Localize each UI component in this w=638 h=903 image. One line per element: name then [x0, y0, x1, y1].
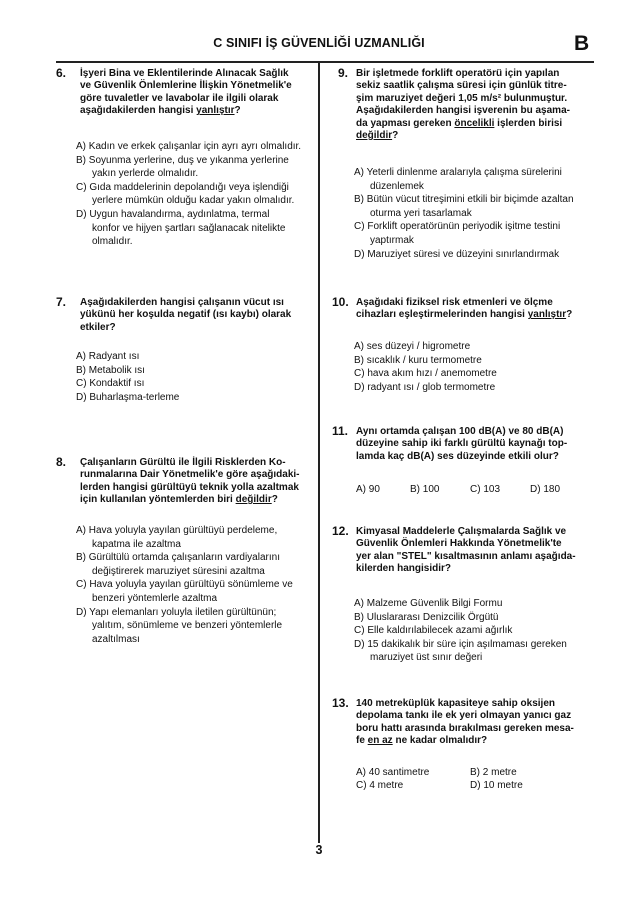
option-b[interactable]: B) 100 [410, 484, 440, 495]
emphasis-underline: yanlıştır [196, 105, 235, 117]
question-number: 9. [338, 66, 349, 80]
option-d[interactable]: D) Maruziyet süresi ve düzeyini sınırlandırmak [354, 248, 560, 260]
option-c[interactable]: C) Hava yoluyla yayılan gürültüyü sönümleme ve [76, 579, 293, 591]
question-stem: Çalışanların Gürültü ile İlgili Risklerden Ko- runmalarına Dair Yönetmelik'e göre aşağıdaki- lerden hangisi gürültüyü teknik yolla azaltmak için kullanılan yöntemlerden biri değildir? [80, 457, 300, 506]
option-b-cont: yakın yerlerde olmalıdır. [92, 168, 199, 180]
option-c-cont: yerlere mümkün olduğu kadar yakın olmalıdır. [92, 195, 295, 207]
option-b-cont: oturma yeri tasarlamak [370, 207, 472, 219]
answer-options [354, 340, 497, 394]
option-c[interactable]: C) hava akım hızı / anemometre [354, 368, 497, 380]
question-8 [56, 457, 316, 657]
question-number: 6. [56, 66, 67, 80]
question-number: 13. [332, 696, 349, 710]
option-a-cont: kapatma ile azaltma [92, 538, 181, 550]
option-a[interactable]: A) Yeterli dinlenme aralarıyla çalışma sürelerini [354, 167, 562, 178]
option-d[interactable]: D) Buharlaşma-terleme [76, 391, 180, 403]
answer-options [76, 140, 301, 249]
exam-title: C SINIFI İŞ GÜVENLİĞİ UZMANLIĞI [213, 36, 425, 50]
option-d-cont: olmalıdır. [92, 236, 133, 248]
page-number: 3 [315, 843, 323, 857]
question-number: 11. [332, 424, 349, 438]
option-b-cont: değiştirerek maruziyet süresini azaltma [92, 565, 265, 577]
question-stem: Aşağıdakilerden hangisi çalışanın vücut ısı yükünü her koşulda negatif (ısı kaybı) olarak etkiler? [80, 297, 292, 333]
option-b[interactable]: B) 2 metre [470, 767, 517, 778]
option-c[interactable]: C) 103 [470, 484, 501, 495]
question-number: 12. [332, 524, 349, 538]
option-d-cont: konfor ve hijyen şartları sağlanacak nitelikte [92, 222, 286, 234]
page-header [0, 32, 638, 55]
option-d-cont: yalıtım, sönümleme ve benzeri yöntemlerle [92, 620, 283, 632]
question-11 [332, 426, 596, 501]
option-d-cont: maruziyet üst sınır değeri [370, 652, 483, 664]
answer-options [76, 350, 179, 404]
option-a[interactable]: A) Radyant ısı [76, 351, 140, 362]
option-a[interactable]: A) ses düzeyi / higrometre [354, 341, 471, 352]
option-d[interactable]: D) 180 [530, 484, 561, 495]
question-10 [332, 297, 596, 397]
question-number: 8. [56, 455, 67, 469]
booklet-letter: B [574, 32, 590, 55]
answer-options [354, 597, 567, 665]
option-d-cont: azaltılması [92, 633, 140, 645]
emphasis-underline: yanlıştır [527, 309, 567, 321]
question-stem: Bir işletmede forklift operatörü için yapılan sekiz saatlik çalışma süresi için günlük titre- şim maruziyet değeri 1,05 m/s² bulunmuştur. Aşağıdakilerden hangisi işverenin bu aşama- da yapması gereken öncelikli işlerden birisi değildir? [356, 68, 570, 142]
emphasis-underline: öncelikli [454, 117, 495, 129]
option-a[interactable]: A) Kadın ve erkek çalışanlar için ayrı ayrı olmalıdır. [76, 141, 302, 152]
answer-options [354, 166, 574, 261]
option-a[interactable]: A) Hava yoluyla yayılan gürültüyü perdeleme, [76, 525, 278, 536]
answer-options [356, 484, 596, 498]
emphasis-underline: en az [367, 735, 393, 747]
option-d[interactable]: D) 10 metre [470, 780, 523, 791]
option-b[interactable]: B) sıcaklık / kuru termometre [354, 354, 482, 366]
option-b[interactable]: B) Uluslararası Denizcilik Örgütü [354, 611, 499, 623]
question-9 [332, 68, 596, 273]
option-d[interactable]: D) radyant ısı / glob termometre [354, 381, 496, 393]
question-7 [56, 297, 316, 417]
answer-options [76, 524, 293, 646]
option-d[interactable]: D) 15 dakikalık bir süre için aşılmaması gereken [354, 638, 567, 650]
option-a-cont: düzenlemek [370, 180, 424, 192]
option-a[interactable]: A) 40 santimetre [356, 767, 430, 778]
option-c[interactable]: C) Gıda maddelerinin depolandığı veya işlendiği [76, 181, 289, 193]
option-c[interactable]: C) Kondaktif ısı [76, 378, 145, 390]
emphasis-underline: değildir [235, 494, 272, 506]
question-number: 7. [56, 295, 67, 309]
answer-options [356, 767, 596, 797]
emphasis-underline: değildir [356, 130, 393, 142]
column-divider [318, 62, 320, 843]
question-stem: 140 metreküplük kapasiteye sahip oksijen depolama tankı ile ek yeri olmayan yanıcı gaz boru hattı arasında bırakılması gereken mesa- fe en az ne kadar olmalıdır? [356, 698, 574, 747]
option-b[interactable]: B) Gürültülü ortamda çalışanların vardiyalarını [76, 552, 280, 564]
option-a[interactable]: A) 90 [356, 484, 380, 495]
option-c-cont: benzeri yöntemlerle azaltma [92, 592, 218, 604]
option-b[interactable]: B) Metabolik ısı [76, 364, 145, 376]
option-c[interactable]: C) 4 metre [356, 780, 404, 791]
option-a[interactable]: A) Malzeme Güvenlik Bilgi Formu [354, 598, 503, 609]
option-c[interactable]: C) Forklift operatörünün periyodik işitme testini [354, 221, 561, 233]
option-c[interactable]: C) Elle kaldırılabilecek azami ağırlık [354, 625, 513, 637]
option-b[interactable]: B) Bütün vücut titreşimini etkili bir biçimde azaltan [354, 194, 574, 206]
option-d[interactable]: D) Yapı elemanları yoluyla iletilen gürültünün; [76, 606, 277, 618]
header-rule [56, 61, 594, 63]
question-stem: İşyeri Bina ve Eklentilerinde Alınacak Sağlık ve Güvenlik Önlemlerine İlişkin Yönetmelik'e göre tuvaletler ve lavabolar ile ilgili olarak aşağıdakilerden hangisi yanlıştır? [80, 68, 292, 117]
question-12 [332, 526, 596, 676]
option-b[interactable]: B) Soyunma yerlerine, duş ve yıkanma yerlerine [76, 154, 289, 166]
question-stem: Kimyasal Maddelerle Çalışmalarda Sağlık ve Güvenlik Önlemleri Hakkında Yönetmelik'te yer alan "STEL" kısaltmasının anlamı aşağıda- kilerden hangisidir? [356, 526, 576, 575]
question-6 [56, 68, 316, 268]
option-d[interactable]: D) Uygun havalandırma, aydınlatma, termal [76, 208, 270, 220]
question-13 [332, 698, 596, 808]
question-stem: Aynı ortamda çalışan 100 dB(A) ve 80 dB(A) düzeyine sahip iki farklı gürültü kaynağı top- lamda kaç dB(A) ses düzeyinde etkili olur? [356, 426, 568, 462]
option-c-cont: yaptırmak [370, 234, 414, 246]
question-stem: Aşağıdaki fiziksel risk etmenleri ve ölçme cihazları eşleştirmelerinden hangisi yanlıştır? [356, 297, 573, 321]
question-number: 10. [332, 295, 349, 309]
